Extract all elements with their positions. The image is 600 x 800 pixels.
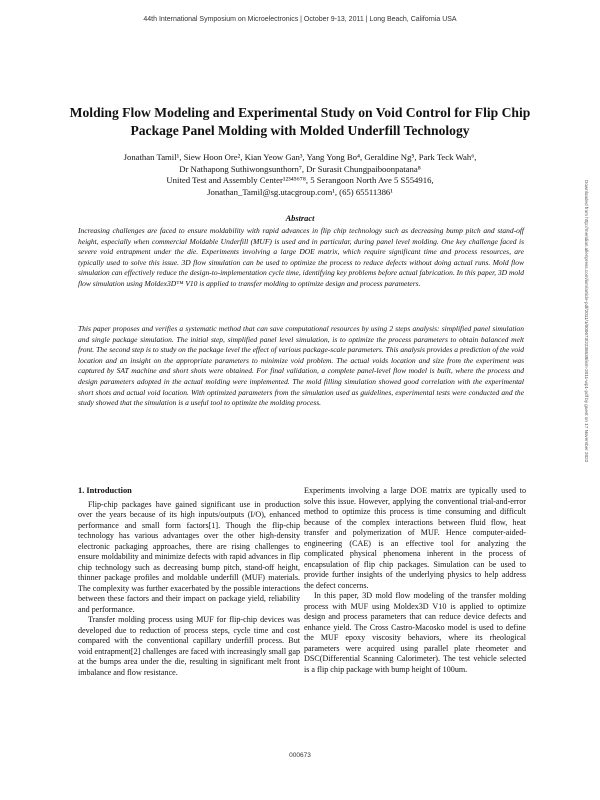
paper-title: Molding Flow Modeling and Experimental Study on Void Control for Flip Chip Package Panel Molding with Molded Underfill Technology (69, 105, 531, 138)
author-line-names: Jonathan Tamil¹, Siew Hoon Ore², Kian Yeow Gan³, Yang Yong Bo⁴, Geraldine Ng⁵, Park Teck Wah⁶, (123, 152, 477, 162)
intro-paragraph-2: Transfer molding process using MUF for flip-chip devices was developed due to reduction of process steps, cycle time and cost compared with the conventional capillary underfill process. But void entrapment[2] challenges are faced with increasingly small gap at the bumps area under the die, resulting in significant melt front imbalance and flow resistance. (78, 615, 300, 677)
page-number: 000673 (289, 752, 311, 759)
section-heading-introduction: 1. Introduction (78, 486, 132, 495)
intro-paragraph-1: Flip-chip packages have gained significant use in production over the years because of its high inputs/outputs (I/O), enhanced performance and small form factors[1]. Though the flip-chip technology has various advantages over the other high-density electronic packaging approaches, there are rising challenges to ensure moldability and minimize defects with rapid advances in flip chip technology such as decreasing bump pitch, stand-off height, thinner package profiles and moldable underfill (MUF) materials. The complexity was further exacerbated by the possible interactions between these factors and their impact on package yield, reliability and performance. (78, 499, 300, 614)
intro-paragraph-4: In this paper, 3D mold flow modeling of the transfer molding process with MUF using Moldex3D V10 is applied to optimize design and process parameters that can reduce device defects and enhance yield. The Cross Castro-Macosko model is used to define the MUF epoxy viscosity behaviors, where its rheological parameters were acquired using parallel plate rheometer and DSC(Differential Scanning Calorimeter). The test vehicle selected is a flip chip package with bump height of 100um. (304, 591, 526, 674)
left-column (78, 486, 300, 678)
abstract-paragraph-1: Increasing challenges are faced to ensure moldability with rapid advances in flip chip technology such as decreasing bump pitch and stand-off height, especially when commercial Moldable Underfill (MUF) is used and in particular, during panel level molding. One key challenge faced is severe void entrapment under the die. Experiments involving a large DOE matrix, which require significant time and process resources, are typically used to solve this issue. 3D flow simulation can be used to optimize the process to reduce defects without doing actual runs. Mold flow simulation can effectively reduce the design-to-implementation cycle time, identifying key problems before actual fabrication. In this paper, 3D mold flow simulation using Moldex3D™ V10 is applied to transfer molding to optimize design and process parameters. (78, 226, 524, 288)
author-block (60, 152, 540, 198)
intro-paragraph-3: Experiments involving a large DOE matrix are typically used to solve this issue. However, applying the conventional trial-and-error method to optimize this process is time consuming and difficult because of the complex interactions between fluid flow, heat transfer and polymerization of MUF. Hence computer-aided-engineering (CAE) is an effective tool for analyzing the complicated physical phenomena inherent in the process of encapsulation of flip chip packages. Simulation can be used to provide further insights of the underlying physics to help address the defect concerns. (304, 486, 526, 590)
download-side-note: Downloaded from http://meridian.allenpress.com/ism/article-pdf/2011/1/000673/2236538/ism-2011-wp1-pdf by guest on 17 November 2022 (584, 180, 589, 463)
author-line-names-2: Dr Nathapong Suthiwongsunthorn⁷, Dr Surasit Chungpaiboonpatana⁸ (179, 163, 421, 174)
right-column (304, 486, 526, 675)
abstract-paragraph-2: This paper proposes and verifies a systematic method that can save computational resources by using 2 steps analysis: simplified panel simulation and single package simulation. The initial step, simplified panel level simulation, is to optimize the process parameters to obtain balanced melt front. The second step is to study on the package level the effect of various package-scale parameters. This analysis provides a prediction of the void location and an insight on the appropriate parameters to minimize void problem. The actual voids location and size from the experiment was captured by SAT machine and short shots were obtained. For final validation, a complete panel-level flow model is built, where the process and design parameters adopted in the actual molding were implemented. The mold filling simulation showed good correlation with the experimental short shots and actual void location. With optimized parameters from the simulation used as guidelines, experimental tests were conducted and the study showed that the simulation is a useful tool to optimize the molding process. (78, 324, 524, 408)
conference-header: 44th International Symposium on Microelectronics | October 9-13, 2011 | Long Beach, California USA (143, 16, 457, 23)
author-contact: Jonathan_Tamil@sg.utacgroup.com¹, (65) 65511386¹ (207, 186, 393, 197)
author-affiliation: United Test and Assembly Center¹²³⁴⁵⁶⁷⁸, 5 Serangoon North Ave 5 S554916, (166, 175, 434, 185)
abstract-heading: Abstract (285, 214, 315, 223)
